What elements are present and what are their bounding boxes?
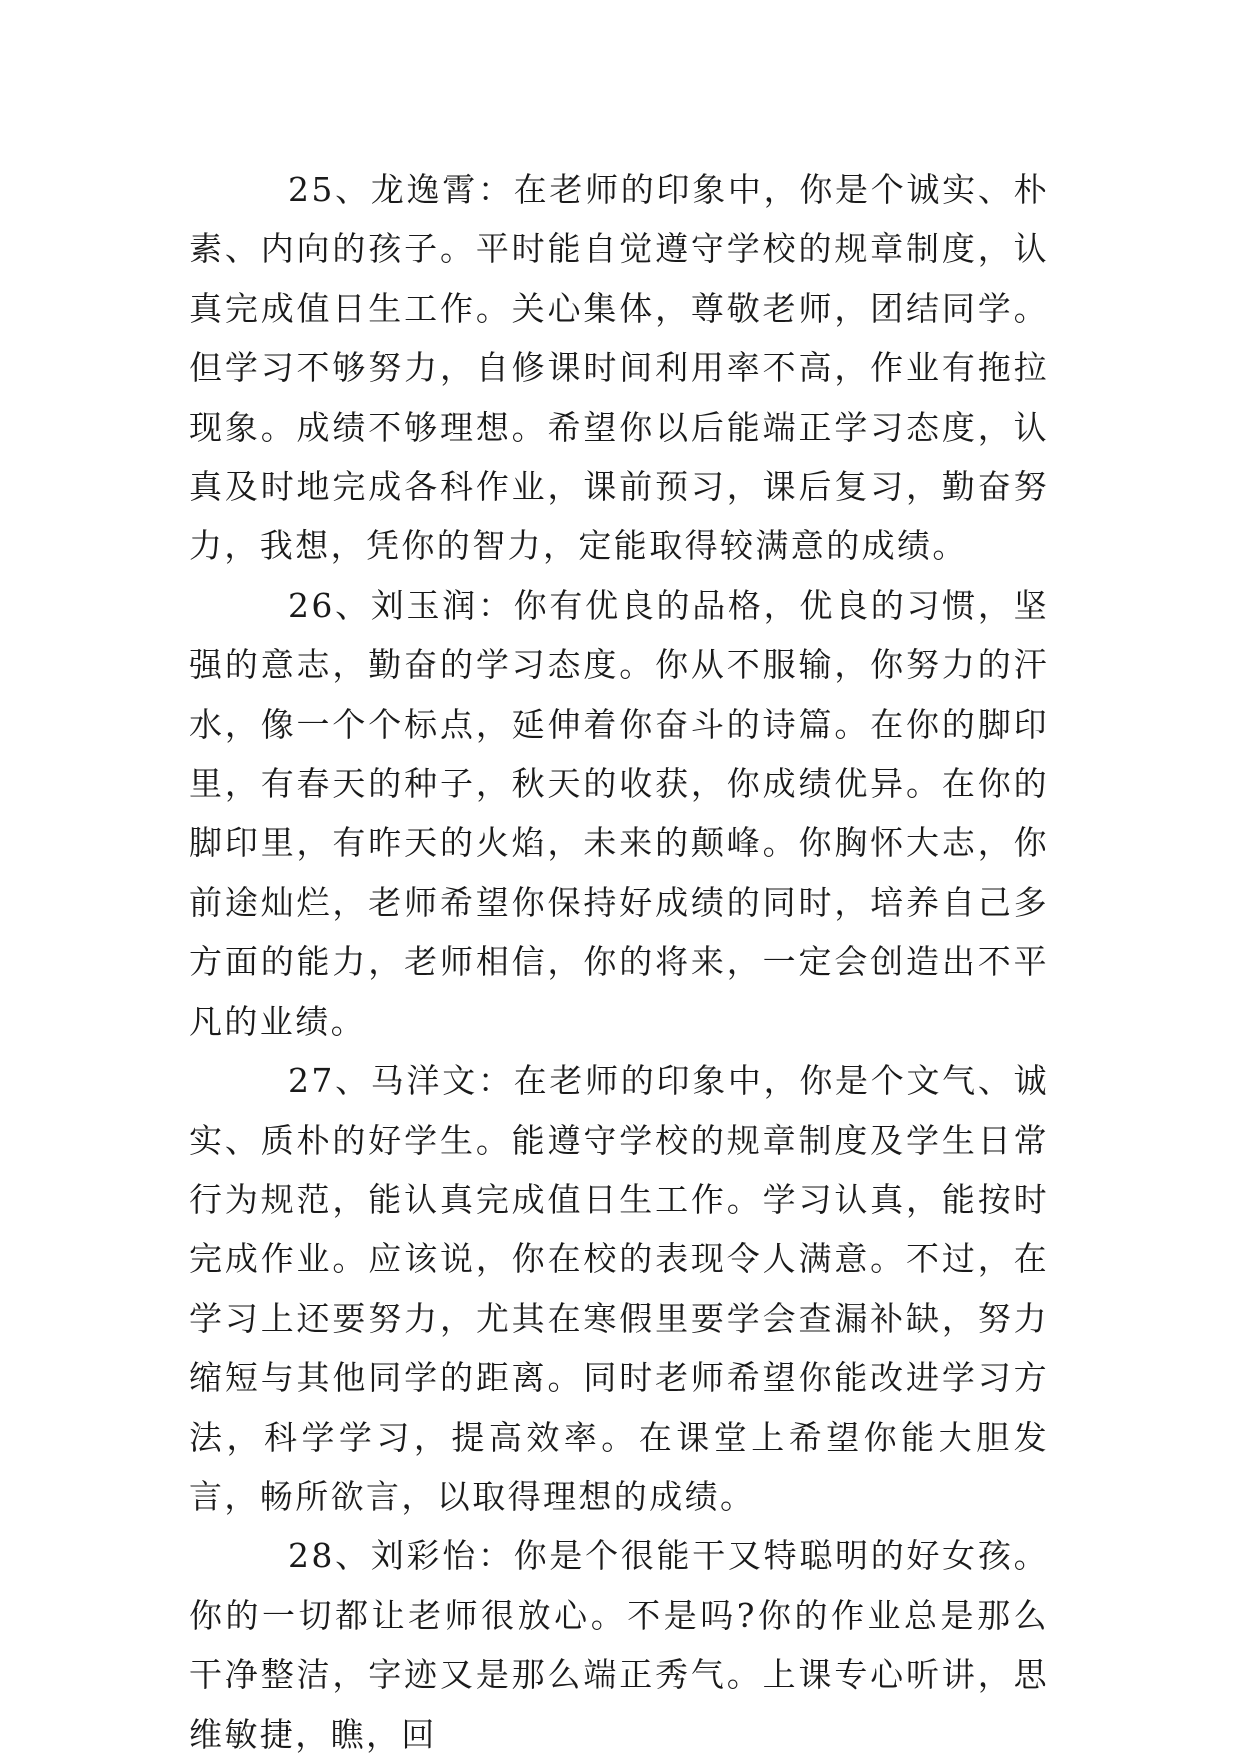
document-body <box>189 160 1049 1764</box>
paragraph-comment-25: 25、龙逸霄：在老师的印象中，你是个诚实、朴素、内向的孩子。平时能自觉遵守学校的规章制度，认真完成值日生工作。关心集体，尊敬老师，团结同学。但学习不够努力，自修课时间利用率不高，作业有拖拉现象。成绩不够理想。希望你以后能端正学习态度，认真及时地完成各科作业，课前预习，课后复习，勤奋努力，我想，凭你的智力，定能取得较满意的成绩。 <box>189 170 1049 566</box>
paragraph-comment-28: 28、刘彩怡：你是个很能干又特聪明的好女孩。你的一切都让老师很放心。不是吗?你的作业总是那么干净整洁，字迹又是那么端正秀气。上课专心听讲，思维敏捷，瞧，回 <box>189 1536 1049 1754</box>
paragraph-comment-27: 27、马洋文：在老师的印象中，你是个文气、诚实、质朴的好学生。能遵守学校的规章制度及学生日常行为规范，能认真完成值日生工作。学习认真，能按时完成作业。应该说，你在校的表现令人满意。不过，在学习上还要努力，尤其在寒假里要学会查漏补缺，努力缩短与其他同学的距离。同时老师希望你能改进学习方法，科学学习，提高效率。在课堂上希望你能大胆发言，畅所欲言，以取得理想的成绩。 <box>189 1061 1049 1516</box>
paragraph-comment-26: 26、刘玉润：你有优良的品格，优良的习惯，坚强的意志，勤奋的学习态度。你从不服输，你努力的汗水，像一个个标点，延伸着你奋斗的诗篇。在你的脚印里，有春天的种子，秋天的收获，你成绩优异。在你的脚印里，有昨天的火焰，未来的颠峰。你胸怀大志，你前途灿烂，老师希望你保持好成绩的同时，培养自己多方面的能力，老师相信，你的将来，一定会创造出不平凡的业绩。 <box>189 585 1049 1041</box>
